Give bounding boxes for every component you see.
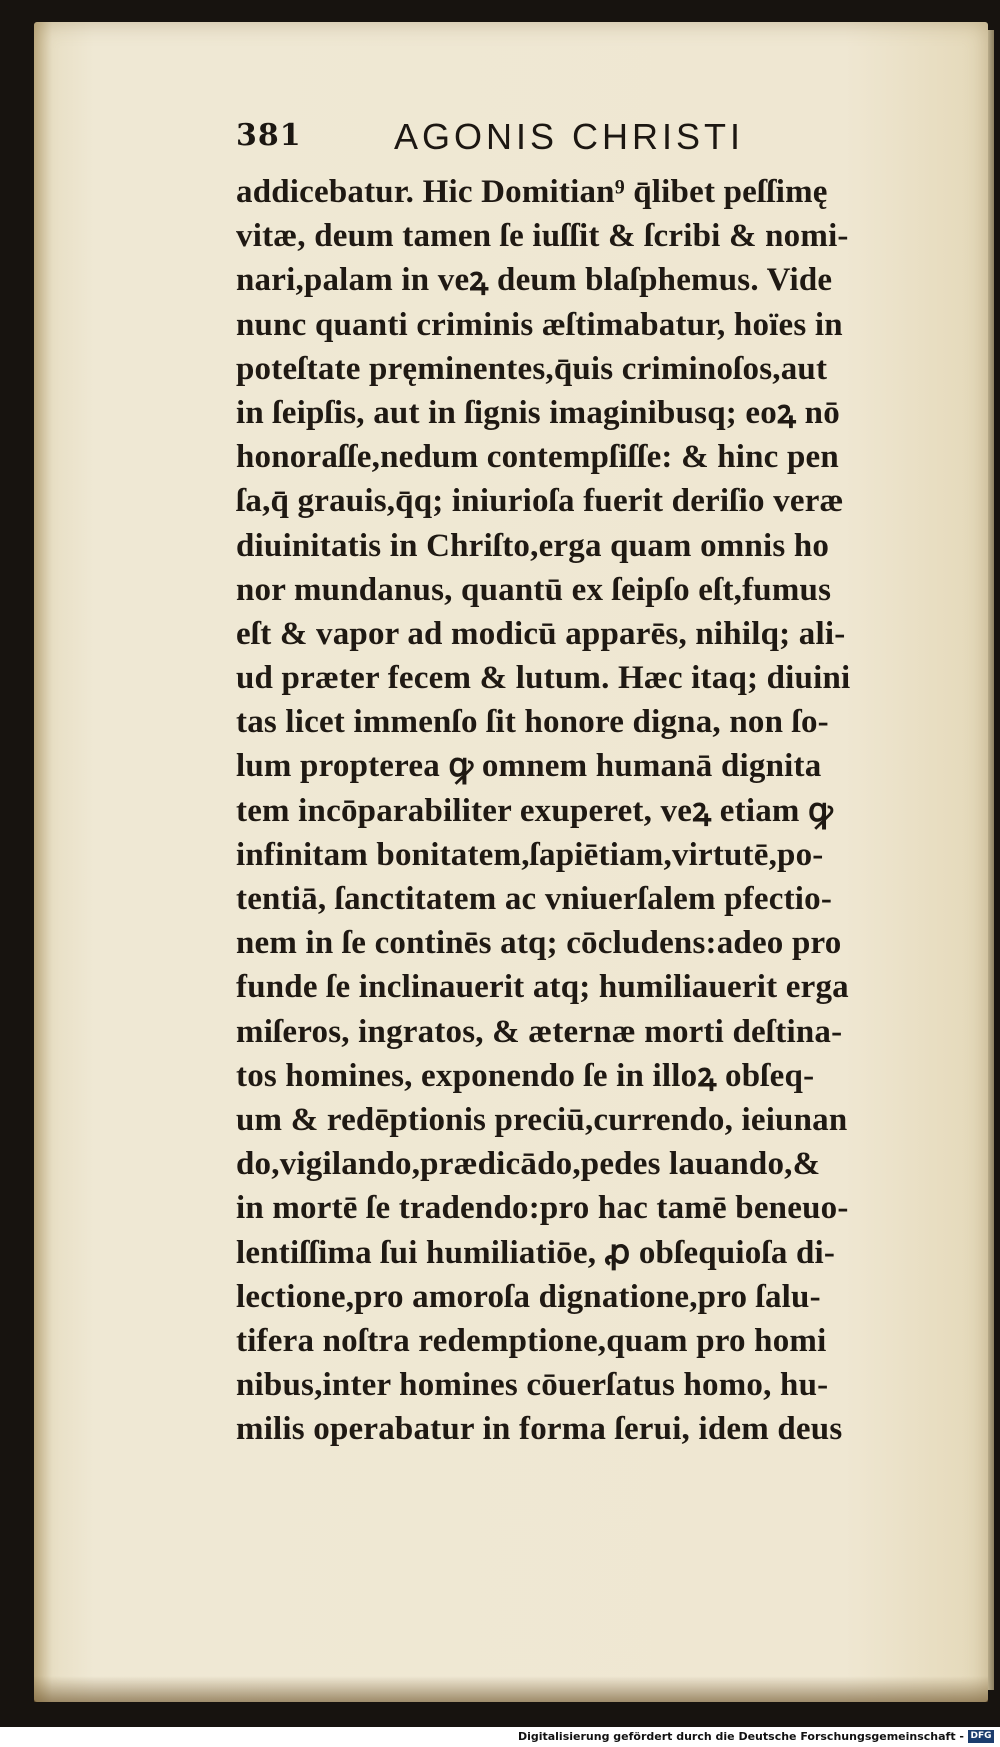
text-line: tifera noſtra redemptione,quam pro homi	[236, 1322, 827, 1359]
text-line: eſt & vapor ad modicū apparēs, nihilq; ali-	[236, 615, 846, 652]
text-line: miſeros, ingratos, & æternæ morti deſtina-	[236, 1013, 843, 1050]
text-line: nem in ſe continēs atq; cōcludens:adeo pro	[236, 925, 842, 962]
page-number: 381	[236, 118, 302, 153]
text-line: poteſtate pręminentes,q̄uis criminoſos,aut	[236, 350, 828, 387]
text-line: addicebatur. Hic Domitian⁹ q̄libet peſſimę	[236, 174, 828, 210]
text-line: infinitam bonitatem,ſapiētiam,virtutē,po-	[236, 836, 824, 873]
text-line: nari,palam in veꝝ deum blaſphemus. Vide	[236, 262, 833, 299]
text-line: nor mundanus, quantū ex ſeipſo eſt,fumus	[236, 571, 832, 608]
text-line: in ſeipſis, aut in ſignis imaginibusq; eoꝝ nō	[236, 394, 840, 431]
text-line: in mortē ſe tradendo:pro hac tamē beneuo-	[236, 1190, 849, 1227]
text-line: nibus,inter homines cōuerſatus homo, hu-	[236, 1367, 829, 1404]
page-shadow	[34, 1676, 988, 1702]
text-line: tem incōparabiliter exuperet, veꝝ etiam ꝙ	[236, 792, 834, 829]
text-line: ud præter fecem & lutum. Hæc itaq; diuini	[236, 660, 851, 697]
text-line: nunc quanti criminis æſtimabatur, hoïes in	[236, 306, 843, 343]
text-line: do,vigilando,prædicādo,pedes lauando,&	[236, 1146, 821, 1183]
page-header	[236, 116, 796, 168]
running-head: AGONIS CHRISTI	[394, 116, 745, 157]
text-line: ſa,q̄ grauis,q̄q; iniurioſa fuerit deriſio veræ	[236, 483, 844, 520]
text-line: um & redēptionis preciū,currendo, ieiunan	[236, 1101, 848, 1138]
body-text	[236, 170, 936, 1451]
text-line: honoraſſe,nedum contempſiſſe: & hinc pen	[236, 439, 839, 476]
text-line: diuinitatis in Chriſto,erga quam omnis ho	[236, 527, 830, 564]
funding-credit: Digitalisierung gefördert durch die Deutsche Forschungsgemeinschaft -	[517, 1730, 964, 1743]
text-line: tos homines, exponendo ſe in illoꝝ obſeq-	[236, 1057, 815, 1094]
dfg-logo: DFG	[968, 1730, 994, 1743]
text-line: milis operabatur in forma ſerui, idem deus	[236, 1411, 843, 1448]
text-line: tentiā, ſanctitatem ac vniuerſalem pfectio-	[236, 881, 833, 917]
text-line: vitæ, deum tamen ſe iuſſit & ſcribi & nomi-	[236, 218, 849, 255]
text-line: funde ſe inclinauerit atq; humiliauerit erga	[236, 969, 849, 1006]
text-line: lentiſſima ſui humiliatiōe, ꝓ obſequioſa di-	[236, 1234, 836, 1271]
text-line: lectione,pro amoroſa dignatione,pro ſalu-	[236, 1278, 821, 1315]
text-line: tas licet immenſo ſit honore digna, non ſo-	[236, 704, 829, 741]
text-line: lum propterea ꝙ omnem humanā dignita	[236, 748, 822, 785]
